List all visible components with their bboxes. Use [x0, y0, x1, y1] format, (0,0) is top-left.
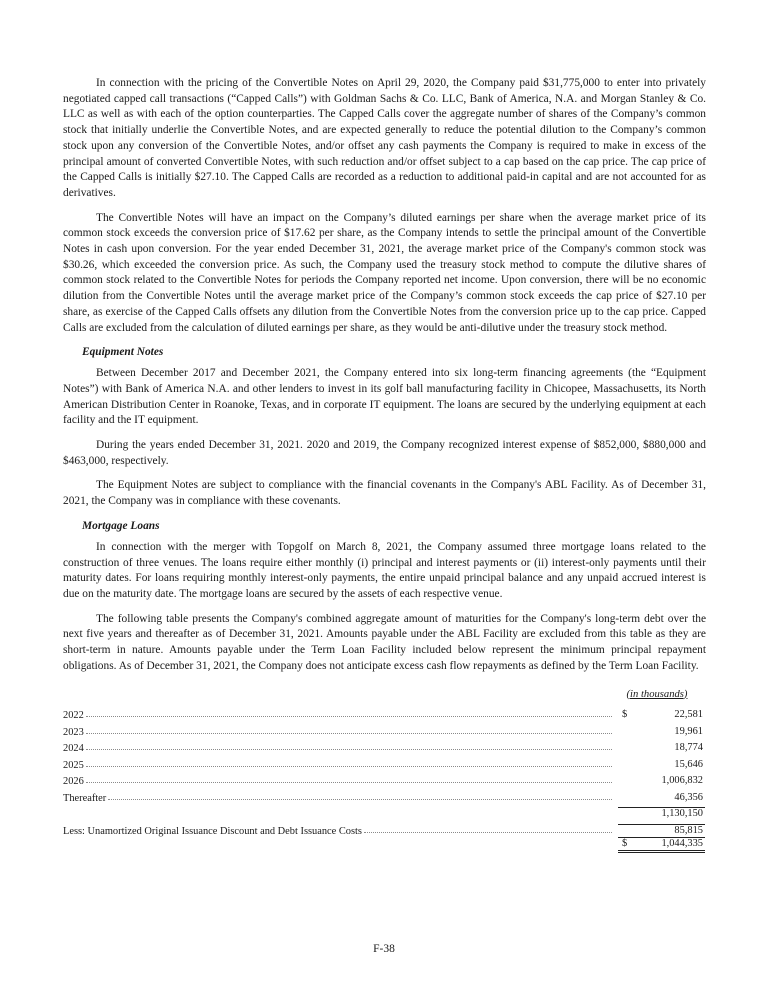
currency-symbol: $: [622, 709, 628, 720]
row-value: 18,774: [674, 742, 703, 753]
table-row: [63, 787, 706, 804]
less-row: [63, 820, 706, 837]
subtotal-row: [63, 804, 706, 821]
paragraph-mortgage-loans-1: In connection with the merger with Topgolf on March 8, 2021, the Company assumed three mortgage loans related to the construction of three venues. The loans require either monthly (i) principal and interest payments or (ii) interest-only payments until their maturity dates. For loans requiring monthly interest-only payments, the entire unpaid principal balance and any unpaid accrued interest is due on the maturity date. The mortgage loans are secured by the assets of each respective venue.: [63, 540, 706, 600]
heading-equipment-notes: Equipment Notes: [82, 346, 164, 359]
paragraph-equipment-notes-3: The Equipment Notes are subject to compliance with the financial covenants in the Company's ABL Facility. As of December 31, 2021, the Company was in compliance with these covenants.: [63, 479, 706, 508]
dot-leader: [86, 781, 612, 783]
paragraph-capped-calls: In connection with the pricing of the Convertible Notes on April 29, 2020, the Company paid $31,775,000 to enter into privately negotiated capped call transactions (“Capped Calls”) with Goldman Sachs & Co. LLC, Bank of America, N.A. and Morgan Stanley & Co. LLC as well as with each of the option counterparties. The Capped Calls cover the aggregate number of shares of the Company’s common stock that initially underlie the Convertible Notes, and are expected generally to reduce the potential dilution to the Company’s common stock upon any conversion of the Convertible Notes, and/or offset any cash payments the Company is required to make in excess of the principal amount of converted Convertible Notes, with such reduction and/or offset subject to a cap based on the cap price. The cap price of the Capped Calls is initially $27.10. The Capped Calls are recorded as a reduction to additional paid-in capital and are not accounted for as derivatives.: [63, 77, 706, 199]
dot-leader: [108, 798, 612, 800]
dot-leader: [364, 831, 612, 833]
row-value: 46,356: [674, 791, 703, 803]
paragraph-equipment-notes-2: During the years ended December 31, 2021. 2020 and 2019, the Company recognized interest expense of $852,000, $880,000 and $463,000, respectively.: [63, 439, 706, 467]
paragraph-mortgage-loans-2: The following table presents the Company's combined aggregate amount of maturities for the Company's long-term debt over the next five years and thereafter as of December 31, 2021. Amounts payable under the ABL Facility are excluded from this table as they are short-term in nature. Amounts payable under the Term Loan Facility included below represent the minimum principal repayment obligations. As of December 31, 2021, the Company does not anticipate excess cash flow repayments as defined by the Term Loan Facility.: [63, 612, 706, 672]
document-page: [63, 76, 706, 853]
page-number: F-38: [373, 943, 395, 955]
paragraph-diluted-eps: The Convertible Notes will have an impact on the Company’s diluted earnings per share when the average market price of its common stock exceeds the conversion price of $17.62 per share, as the Company intends to settle the principal amount of the Convertible Notes in cash upon conversion. For the year ended December 31, 2021, the average market price of the Company's common stock was $30.26, which exceeded the conversion price. As such, the Company used the treasury stock method to compute the dilutive shares of common stock related to the Convertible Notes for periods the Company reported net income. Upon conversion, there will be no economic dilution from the Convertible Notes until the average market price of the Company’s common stock exceeds the cap price of $27.10 per share, as exercise of the Capped Calls offsets any dilution from the Convertible Notes from the conversion price up to the cap price. Capped Calls are excluded from the calculation of diluted earnings per share, as they would be anti-dilutive under the treasury stock method.: [63, 211, 706, 334]
table-row: [63, 738, 706, 755]
total-value: 1,044,335: [661, 838, 703, 849]
row-label: 2024: [63, 743, 84, 754]
table-row: [63, 721, 706, 738]
row-label: 2023: [63, 726, 84, 738]
row-value: 19,961: [674, 725, 703, 737]
row-value: 1,006,832: [661, 775, 703, 786]
dot-leader: [86, 715, 612, 717]
table-row: [63, 754, 706, 771]
row-label: 2026: [63, 776, 84, 787]
table-row: [63, 771, 706, 788]
dot-leader: [86, 732, 612, 734]
subtotal-value: 1,130,150: [661, 808, 703, 819]
units-label: (in thousands): [626, 688, 688, 700]
total-row: [63, 837, 706, 854]
less-value: 85,815: [674, 824, 703, 836]
table-row: [63, 705, 706, 722]
row-label: 2025: [63, 759, 84, 771]
row-label: 2022: [63, 710, 84, 721]
row-label: Thereafter: [63, 792, 107, 804]
row-value: 22,581: [674, 709, 703, 720]
dot-leader: [86, 765, 612, 767]
row-value: 15,646: [674, 758, 703, 770]
paragraph-equipment-notes-1: Between December 2017 and December 2021, the Company entered into six long-term financing agreements (the “Equipment Notes”) with Bank of America N.A. and other lenders to invest in its golf ball manufacturing facility in Chicopee, Massachusetts, its North American Distribution Center in Roanoke, Texas, and in corporate IT equipment. The loans are secured by the underlying equipment at each facility and the IT equipment.: [63, 367, 706, 427]
currency-symbol: $: [622, 838, 628, 849]
heading-mortgage-loans: Mortgage Loans: [82, 519, 160, 532]
row-label: Less: Unamortized Original Issuance Discount and Debt Issuance Costs: [63, 825, 362, 837]
dot-leader: [86, 748, 612, 750]
maturities-table: [63, 689, 706, 854]
